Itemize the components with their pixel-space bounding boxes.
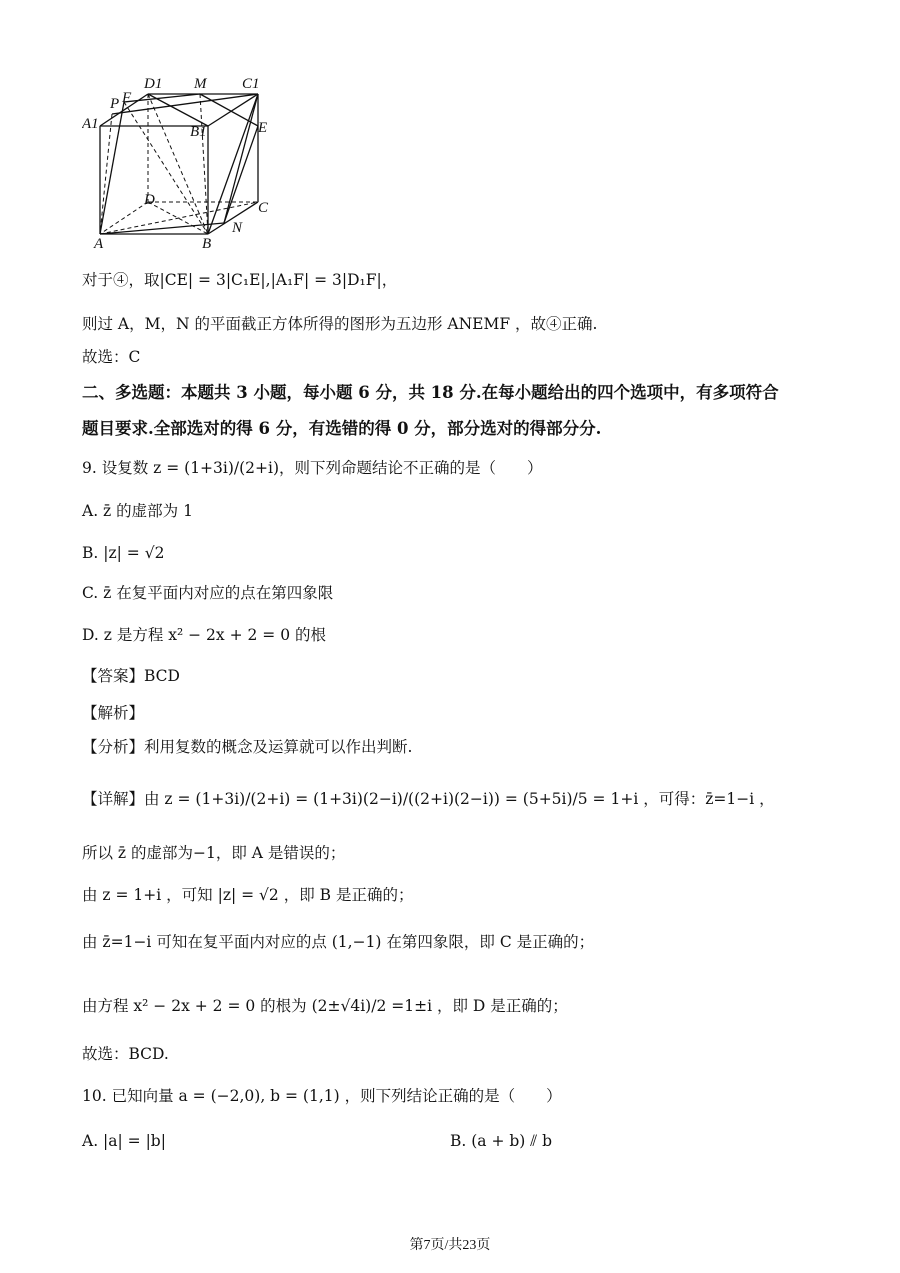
label-C: C: [258, 200, 269, 216]
text-line: 对于④，取|CE| = 3|C₁E|,|A₁F| = 3|D₁F|，: [82, 271, 398, 289]
label-D1: D1: [144, 76, 163, 92]
question-9: 9. 设复数 z = (1+3i)/(2+i)，则下列命题结论不正确的是（ ）: [82, 459, 543, 477]
answer: 【答案】BCD: [82, 667, 180, 685]
label-M: M: [194, 76, 207, 92]
section-heading: 二、多选题：本题共 3 小题，每小题 6 分，共 18 分.在每小题给出的四个选项中，有多项符合: [82, 383, 779, 402]
option-b: B. |z| = √2: [82, 544, 165, 562]
text-line: 则过 A，M，N 的平面截正方体所得的图形为五边形 ANEMF ，故④正确.: [82, 315, 598, 333]
label-N: N: [232, 220, 243, 236]
option-a: A. |a| = |b|: [82, 1132, 166, 1150]
section-heading: 题目要求.全部选对的得 6 分，有选错的得 0 分，部分选对的得部分分.: [82, 419, 602, 438]
label-P: P: [110, 96, 120, 112]
detail-text: 【详解】由 z = (1+3i)/(2+i) = (1+3i)(2−i)/((2+i)(2−i)) = (5+5i)/5 = 1+i ，可得：z̄=1−i ，: [82, 790, 775, 808]
option-a: A. z̄ 的虚部为 1: [82, 502, 193, 520]
analysis-text: 【分析】利用复数的概念及运算就可以作出判断.: [82, 738, 413, 756]
option-b: B. (a + b) ⫽ b: [450, 1132, 553, 1150]
label-A1: A1: [82, 116, 99, 132]
option-c: C. z̄ 在复平面内对应的点在第四象限: [82, 584, 334, 602]
page-footer: 第7页/共23页: [409, 1238, 491, 1253]
detail-text: 由 z = 1+i ，可知 |z| = √2 ，即 B 是正确的；: [82, 886, 414, 904]
label-B: B: [202, 236, 212, 252]
detail-text: 由方程 x² − 2x + 2 = 0 的根为 (2±√4i)/2 =1±i ，即 D 是正确的；: [82, 997, 568, 1015]
label-B1: B1: [190, 124, 207, 140]
detail-text: 由 z̄=1−i 可知在复平面内对应的点 (1,−1) 在第四象限，即 C 是正确的；: [82, 933, 595, 951]
detail-text: 故选：BCD.: [82, 1045, 169, 1063]
option-d: D. z 是方程 x² − 2x + 2 = 0 的根: [82, 626, 326, 644]
cube-figure: [82, 74, 282, 254]
analysis-heading: 【解析】: [82, 704, 145, 722]
question-10: 10. 已知向量 a = (−2,0), b = (1,1) ，则下列结论正确的是（ ）: [82, 1087, 562, 1105]
label-A: A: [94, 236, 104, 252]
detail-text: 所以 z̄ 的虚部为−1，即 A 是错误的；: [82, 844, 346, 862]
label-E: E: [258, 120, 268, 136]
label-F: F: [122, 90, 132, 106]
label-D: D: [144, 192, 155, 208]
label-C1: C1: [242, 76, 260, 92]
text-line: 故选：C: [82, 348, 141, 366]
